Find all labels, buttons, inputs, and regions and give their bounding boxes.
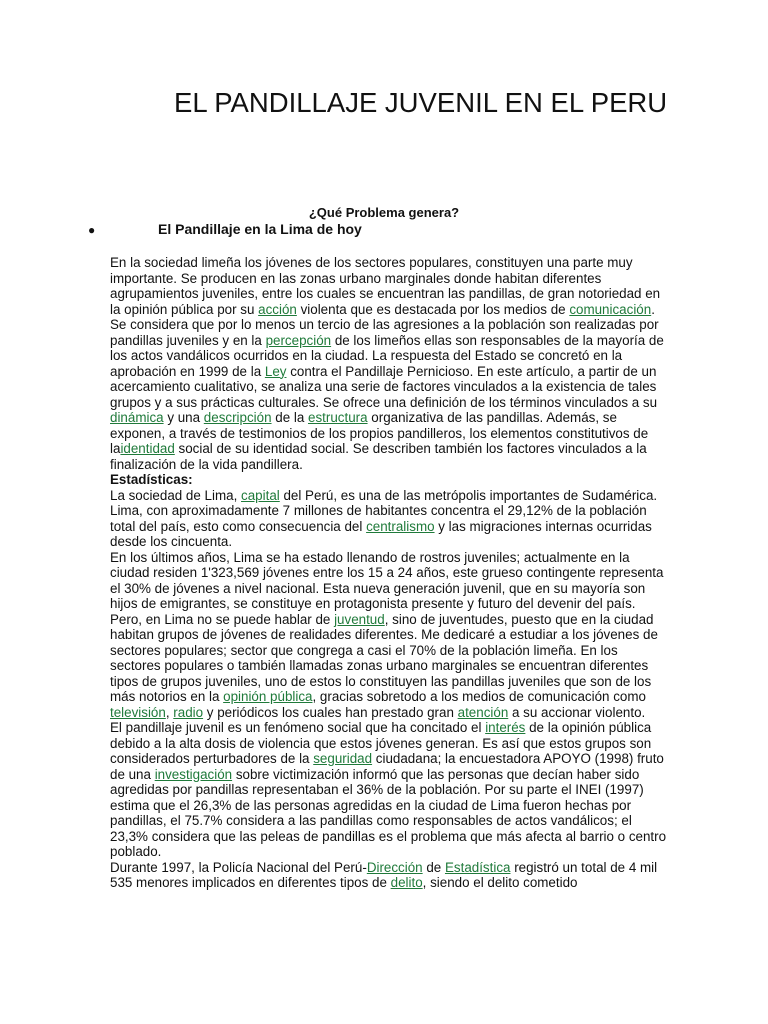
text-run: de la: [271, 410, 309, 425]
link-accion[interactable]: acción: [258, 301, 297, 317]
text-run: Durante 1997, la Policía Nacional del Perú-: [110, 859, 367, 875]
text-run: de los limeños ellas son responsables de la mayoría de los actos vandálicos ocurridos en la ciudad. La respuesta del Estado se concretó en la aprobación en 1999 de la: [110, 332, 664, 379]
text-run: En la sociedad limeña los jóvenes de los sectores populares, constituyen una parte muy importante. Se producen en las zonas urbano marginales donde habitan diferentes agrupamientos juveniles, entre los cuales se encuentran las pandillas, de gran notoriedad en la opinión pública por su: [110, 255, 661, 317]
text-run: violenta que es destacada por los medios de: [296, 301, 570, 317]
article-body: [110, 255, 670, 891]
link-estadistica[interactable]: Estadística: [444, 859, 511, 875]
link-ley[interactable]: Ley: [264, 363, 287, 379]
paragraph-phenomenon: [110, 720, 670, 860]
link-comunicacion[interactable]: comunicación: [569, 301, 652, 317]
text-run: organizativa de las pandillas. Además, se exponen, a través de testimonios de los propios pandilleros, los elementos constitutivos de la: [110, 410, 649, 456]
text-run: La sociedad de Lima,: [110, 487, 242, 503]
section-question: ¿Qué Problema genera?: [308, 205, 460, 220]
bullet-list-item: [88, 221, 688, 241]
document-title: EL PANDILLAJE JUVENIL EN EL PERU: [174, 87, 668, 118]
text-run: El pandillaje juvenil es un fenómeno social que ha concitado el: [110, 720, 486, 735]
paragraph-police: [110, 860, 670, 891]
link-opinion-publica[interactable]: opinión pública: [223, 689, 313, 704]
text-run: y una: [163, 410, 204, 425]
text-run: , gracias sobretodo a los medios de comunicación como: [312, 689, 646, 704]
text-run: a su accionar violento.: [508, 704, 646, 720]
link-juventud[interactable]: juventud: [334, 611, 385, 627]
paragraph-youth-population: [110, 550, 670, 612]
link-investigacion[interactable]: investigación: [154, 766, 233, 782]
text-run: social de su identidad social. Se describen también los factores vinculados a la finalización de la vida pandillera.: [110, 441, 647, 472]
link-radio[interactable]: radio: [173, 704, 204, 720]
statistics-heading: [110, 472, 670, 488]
link-seguridad[interactable]: seguridad: [313, 751, 373, 766]
link-estructura[interactable]: estructura: [308, 410, 368, 425]
link-atencion[interactable]: atención: [457, 704, 509, 720]
text-run: , siendo el delito cometido: [422, 875, 578, 890]
bullet-heading: El Pandillaje en la Lima de hoy: [158, 221, 362, 237]
text-run: contra el Pandillaje Pernicioso. En este artículo, a partir de un acercamiento cualitativo, se analiza una serie de factores vinculados a la existencia de tales grupos y a sus prácticas culturales. Se ofrece una definición de los términos vinculados a su: [110, 363, 658, 410]
bullet-icon: ●: [88, 223, 96, 237]
text-run: y las migraciones internas ocurridas desde los cincuenta.: [110, 518, 652, 549]
link-dinamica[interactable]: dinámica: [110, 410, 164, 425]
link-capital[interactable]: capital: [241, 487, 280, 503]
text-run: En los últimos años, Lima se ha estado llenando de rostros juveniles; actualmente en la ciudad residen 1'323,569 jóvenes entre los 15 a 24 años, este grueso contingente representa el 30% de jóvenes a nivel nacional. Esta nueva generación juvenil, que en su mayoría son hijos de emigrantes, se constituye en protagonista presente y futuro del devenir del país.: [110, 549, 664, 611]
text-run: del Perú, es una de las metrópolis importantes de Sudamérica. Lima, con aproximadamente 7 millones de habitantes concentra el 29,12% de la población total del país, esto como consecuencia del: [110, 487, 658, 534]
paragraph-juventudes: [110, 612, 670, 721]
link-identidad[interactable]: identidad: [120, 441, 175, 456]
text-run: ,: [165, 704, 174, 720]
text-run: registró un total de 4 mil 535 menores implicados en diferentes tipos de: [110, 859, 658, 890]
text-run: ciudadana; la encuestadora APOYO (1998) fruto de una: [110, 751, 664, 782]
link-delito[interactable]: delito: [390, 875, 423, 890]
text-run: , sino de juventudes, puesto que en la ciudad habitan grupos de jóvenes de realidades diferentes. Me dedicaré a estudiar a los jóvenes de sectores populares; sector que congrega a casi el 70% de la población limeña. En los sectores populares o también llamadas zonas urbano marginales se encuentran diferentes tipos de grupos juveniles, uno de estos lo constituyen las pandillas juveniles que son de los más notorios en la: [110, 611, 658, 704]
link-television[interactable]: televisión: [110, 704, 166, 720]
text-run: de la opinión pública debido a la alta dosis de violencia que estos jóvenes generan. Es así que estos grupos son considerados perturbadores de la: [110, 720, 652, 766]
text-run: sobre victimización informó que las personas que decían haber sido agredidas por pandillas representaban el 36% de la población. Por su parte el INEI (1997) estima que el 26,3% de las personas agredidas en la ciudad de Lima fueron hechas por pandillas, el 75.7% considera a las pandillas como responsables de actos vandálicos; el 23,3% considera que las peleas de pandillas es el problema que más afecta al barrio o centro poblado.: [110, 766, 667, 859]
link-interes[interactable]: interés: [485, 720, 526, 735]
link-direccion[interactable]: Dirección: [366, 859, 423, 875]
text-run: y periódicos los cuales han prestado gran: [203, 704, 458, 720]
heading-text: Estadísticas:: [110, 472, 193, 487]
link-percepcion[interactable]: percepción: [265, 332, 332, 348]
paragraph-intro: [110, 255, 670, 472]
text-run: de: [422, 859, 445, 875]
link-descripcion[interactable]: descripción: [203, 410, 272, 425]
paragraph-lima: [110, 488, 670, 550]
text-run: Pero, en Lima no se puede hablar de: [110, 611, 335, 627]
text-run: . Se considera que por lo menos un tercio de las agresiones a la población son realizadas por pandillas juveniles y en la: [110, 301, 659, 348]
link-centralismo[interactable]: centralismo: [366, 518, 435, 534]
